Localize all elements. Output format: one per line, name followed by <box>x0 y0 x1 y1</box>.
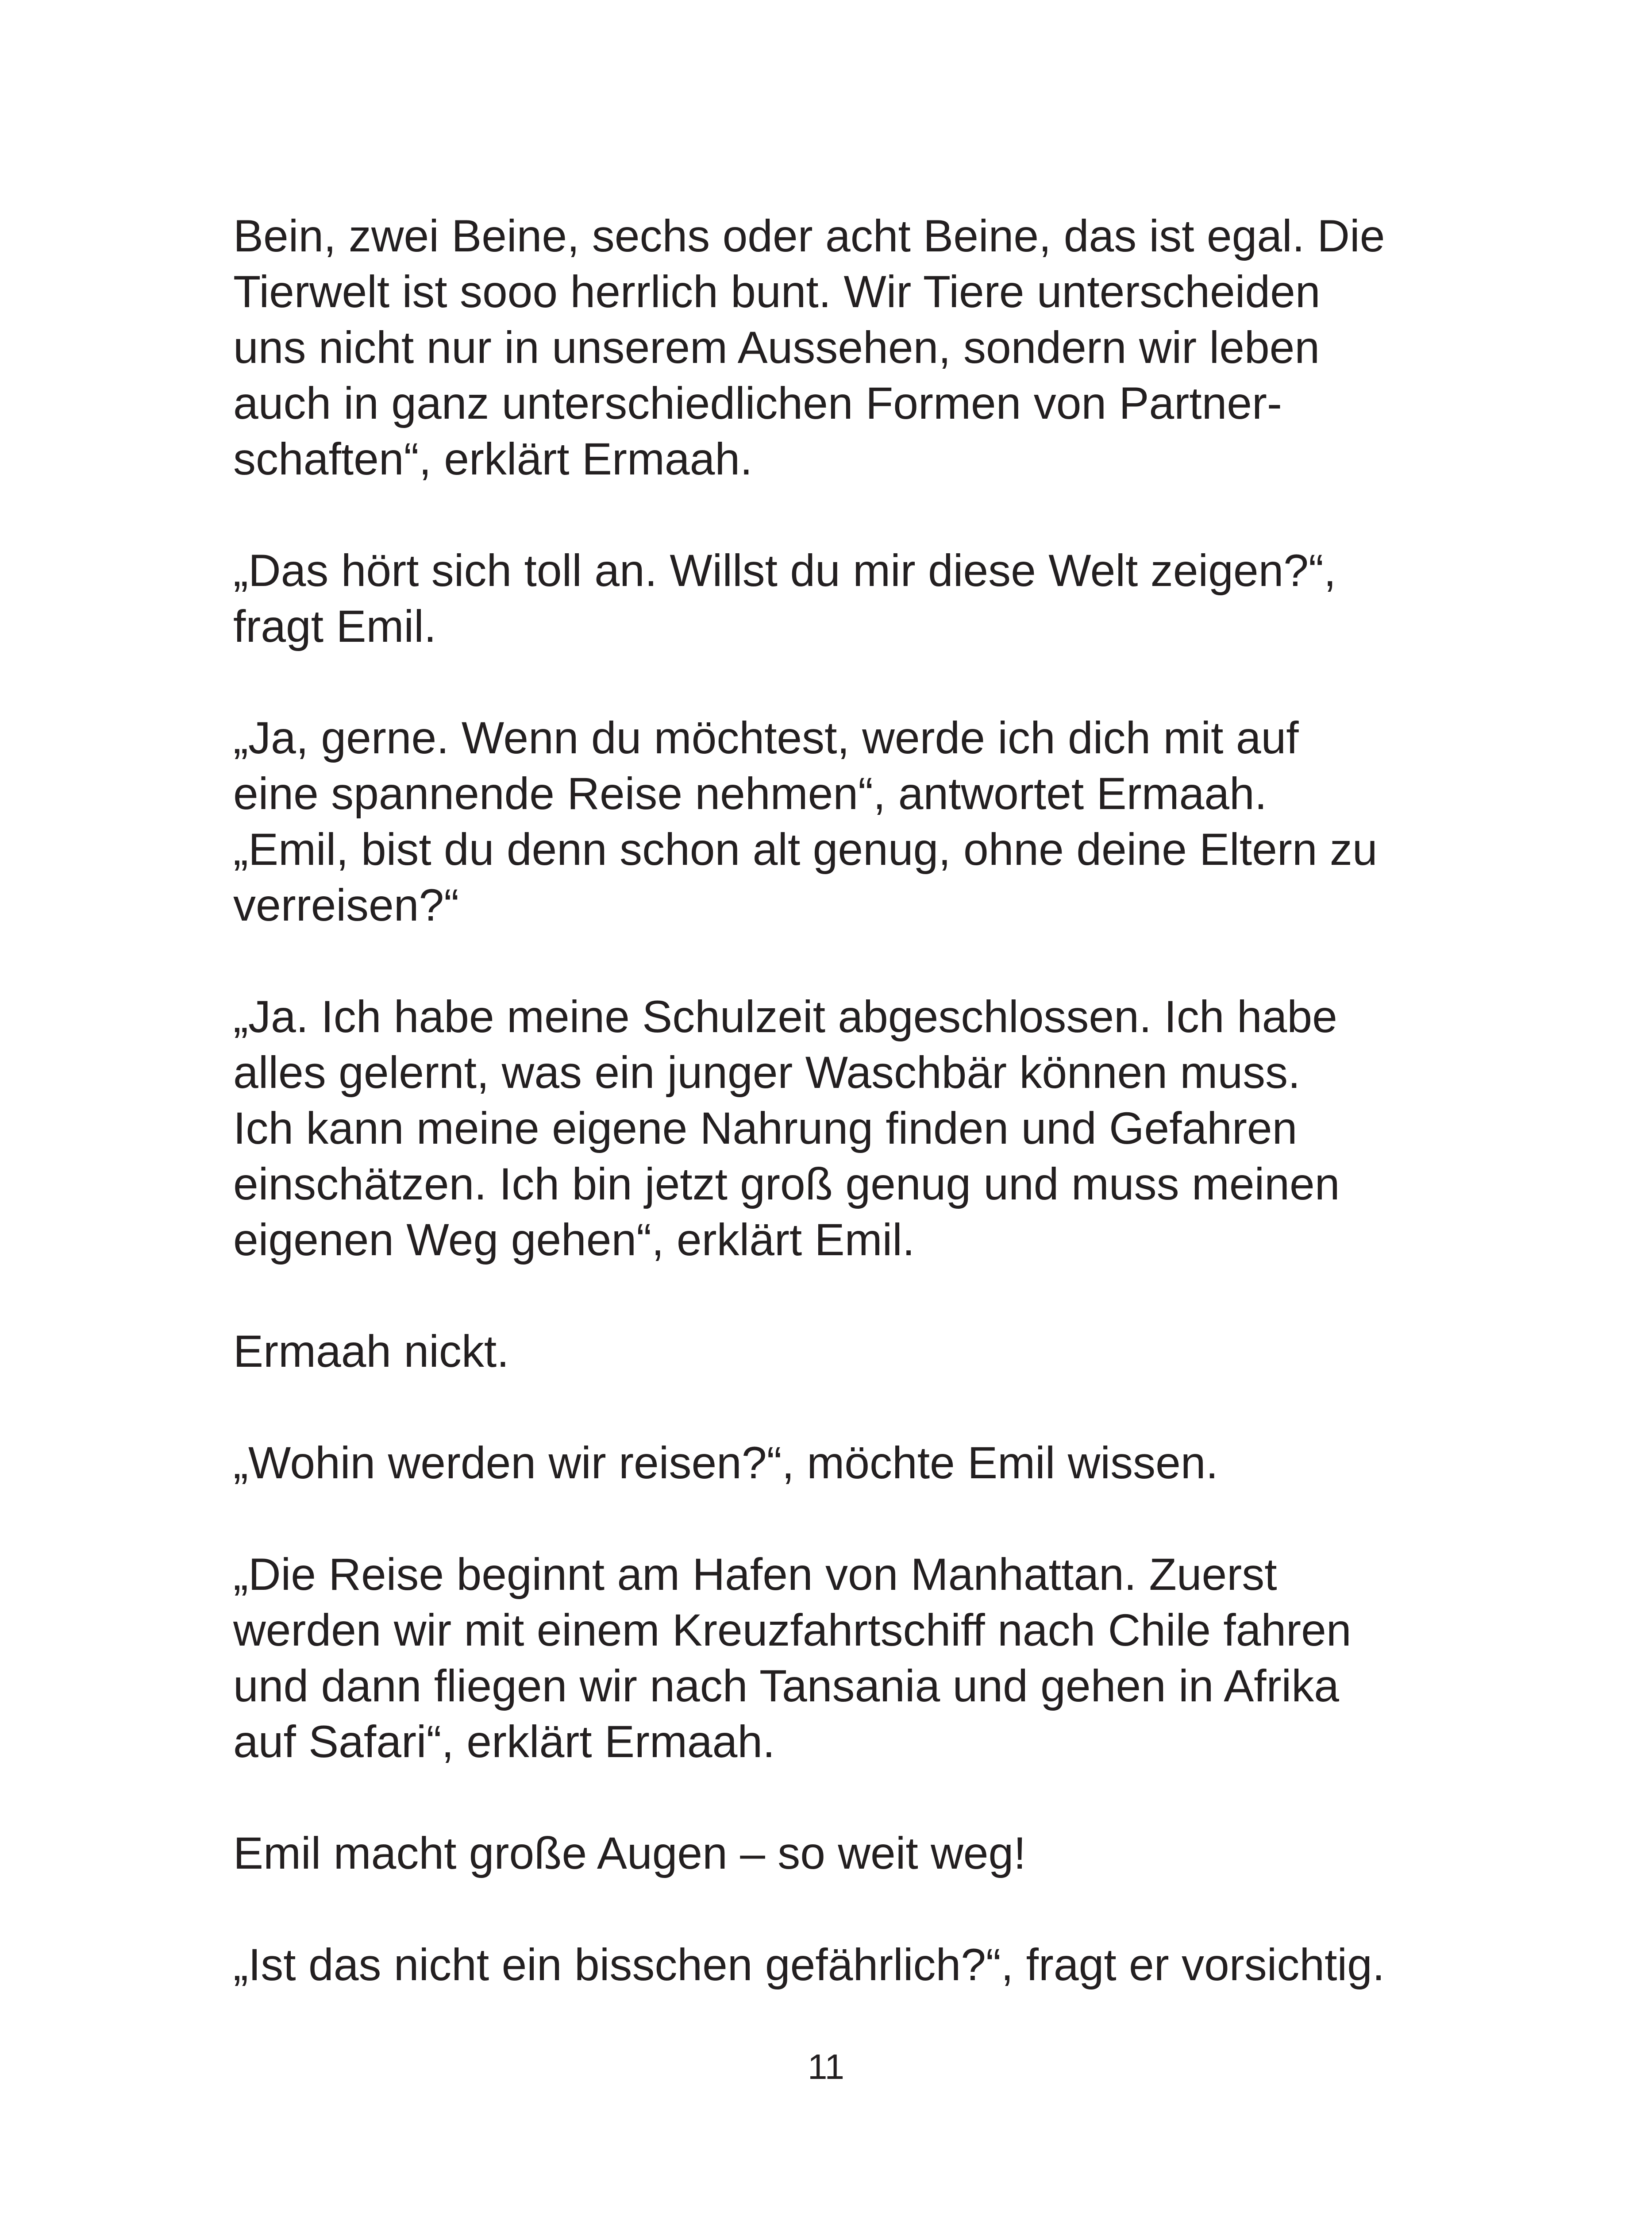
text-line: uns nicht nur in unserem Aussehen, sondern wir leben <box>233 322 1320 373</box>
text-line: fragt Emil. <box>233 601 437 652</box>
paragraph <box>233 208 1463 487</box>
text-line: einschätzen. Ich bin jetzt groß genug und muss meinen <box>233 1159 1340 1209</box>
text-line: Tierwelt ist sooo herrlich bunt. Wir Tiere unterscheiden <box>233 266 1321 317</box>
page-number: 11 <box>807 2047 845 2086</box>
text-line: verreisen?“ <box>233 880 459 930</box>
text-line: werden wir mit einem Kreuzfahrtschiff nach Chile fahren <box>233 1605 1352 1655</box>
text-line: „Wohin werden wir reisen?“, möchte Emil wissen. <box>233 1438 1218 1488</box>
paragraph <box>233 710 1463 933</box>
paragraph <box>233 1546 1463 1770</box>
text-line: „Das hört sich toll an. Willst du mir diese Welt zeigen?“, <box>233 545 1336 596</box>
text-line: eigenen Weg gehen“, erklärt Emil. <box>233 1214 915 1265</box>
text-line: eine spannende Reise nehmen“, antwortet Ermaah. <box>233 768 1267 819</box>
text-line: Emil macht große Augen – so weit weg! <box>233 1828 1026 1878</box>
text-line: „Ist das nicht ein bisschen gefährlich?“, fragt er vorsichtig. <box>233 1939 1385 1990</box>
paragraph <box>233 1937 1463 1993</box>
text-line: schaften“, erklärt Ermaah. <box>233 434 753 484</box>
text-line: auch in ganz unterschiedlichen Formen von Partner- <box>233 378 1282 428</box>
paragraph <box>233 1323 1463 1379</box>
paragraph <box>233 1435 1463 1491</box>
text-line: Bein, zwei Beine, sechs oder acht Beine, das ist egal. Die <box>233 211 1385 261</box>
paragraph <box>233 543 1463 654</box>
body-text <box>233 208 1463 2048</box>
text-line: und dann fliegen wir nach Tansania und gehen in Afrika <box>233 1661 1339 1711</box>
text-line: auf Safari“, erklärt Ermaah. <box>233 1716 775 1767</box>
text-line: alles gelernt, was ein junger Waschbär können muss. <box>233 1047 1301 1098</box>
paragraph <box>233 1825 1463 1881</box>
text-line: Ich kann meine eigene Nahrung finden und Gefahren <box>233 1103 1298 1153</box>
text-line: „Emil, bist du denn schon alt genug, ohne deine Eltern zu <box>233 824 1378 875</box>
paragraph <box>233 989 1463 1268</box>
text-line: „Die Reise beginnt am Hafen von Manhattan. Zuerst <box>233 1549 1277 1600</box>
text-line: Ermaah nickt. <box>233 1326 509 1376</box>
text-line: „Ja. Ich habe meine Schulzeit abgeschlossen. Ich habe <box>233 991 1337 1042</box>
text-line: „Ja, gerne. Wenn du möchtest, werde ich dich mit auf <box>233 713 1299 763</box>
